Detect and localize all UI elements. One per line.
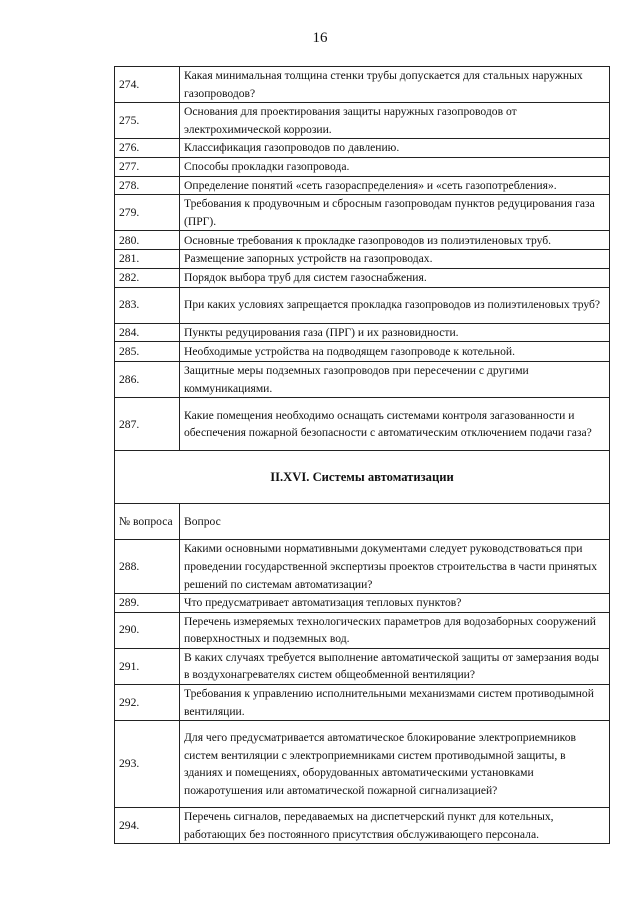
question-text: Требования к управлению исполнительными механизмами систем противодымной вентиляции.: [180, 685, 610, 721]
question-text: Определение понятий «сеть газораспределения» и «сеть газопотребления».: [180, 176, 610, 195]
question-text: Основные требования к прокладке газопроводов из полиэтиленовых труб.: [180, 231, 610, 250]
question-number: 282.: [115, 268, 180, 287]
section-block: [115, 451, 610, 540]
question-row: [115, 323, 610, 342]
question-text: Защитные меры подземных газопроводов при пересечении с другими коммуникациями.: [180, 362, 610, 398]
column-header-row: [115, 504, 610, 540]
question-text: Способы прокладки газопровода.: [180, 157, 610, 176]
question-number: 288.: [115, 540, 180, 594]
question-text: Требования к продувочным и сбросным газопроводам пунктов редуцирования газа (ПРГ).: [180, 195, 610, 231]
question-row: [115, 231, 610, 250]
question-number: 292.: [115, 685, 180, 721]
column-header-number: № вопроса: [115, 504, 180, 540]
question-text: При каких условиях запрещается прокладка газопроводов из полиэтиленовых труб?: [180, 287, 610, 323]
question-row: [115, 67, 610, 103]
question-row: [115, 398, 610, 451]
question-number: 283.: [115, 287, 180, 323]
question-row: [115, 287, 610, 323]
question-number: 276.: [115, 139, 180, 158]
question-number: 280.: [115, 231, 180, 250]
question-number: 277.: [115, 157, 180, 176]
question-row: [115, 250, 610, 269]
questions-table: [114, 66, 610, 844]
question-text: Перечень измеряемых технологических параметров для водозаборных сооружений поверхностных и подземных вод.: [180, 612, 610, 648]
question-text: Порядок выбора труб для систем газоснабжения.: [180, 268, 610, 287]
question-row: [115, 808, 610, 844]
question-text: Размещение запорных устройств на газопроводах.: [180, 250, 610, 269]
question-row: [115, 195, 610, 231]
question-text: Классификация газопроводов по давлению.: [180, 139, 610, 158]
question-row: [115, 268, 610, 287]
question-row: [115, 157, 610, 176]
question-number: 286.: [115, 362, 180, 398]
question-number: 274.: [115, 67, 180, 103]
question-text: Какая минимальная толщина стенки трубы допускается для стальных наружных газопроводов?: [180, 67, 610, 103]
question-number: 279.: [115, 195, 180, 231]
question-number: 285.: [115, 342, 180, 362]
question-number: 275.: [115, 103, 180, 139]
question-row: [115, 721, 610, 808]
question-row: [115, 594, 610, 613]
question-text: Перечень сигналов, передаваемых на диспетчерский пункт для котельных, работающих без постоянного присутствия обслуживающего персонала.: [180, 808, 610, 844]
question-number: 290.: [115, 612, 180, 648]
question-row: [115, 176, 610, 195]
question-text: Основания для проектирования защиты наружных газопроводов от электрохимической коррозии.: [180, 103, 610, 139]
question-row: [115, 648, 610, 684]
question-row: [115, 685, 610, 721]
question-number: 291.: [115, 648, 180, 684]
question-text: Необходимые устройства на подводящем газопроводе к котельной.: [180, 342, 610, 362]
question-text: Что предусматривает автоматизация тепловых пунктов?: [180, 594, 610, 613]
question-text: Какими основными нормативными документами следует руководствоваться при проведении государственной экспертизы проектов строительства в части принятых решений по системам автоматизации?: [180, 540, 610, 594]
question-row: [115, 139, 610, 158]
section-heading: II.XVI. Системы автоматизации: [115, 451, 610, 504]
questions-body-top: [115, 67, 610, 451]
question-number: 293.: [115, 721, 180, 808]
question-row: [115, 540, 610, 594]
question-row: [115, 103, 610, 139]
question-text: Для чего предусматривается автоматическое блокирование электроприемников систем вентиляции с электроприемниками систем противодымной защиты, в зданиях и помещениях, оборудованных автоматическими установками пожаротушения или автоматической пожарной сигнализацией?: [180, 721, 610, 808]
question-number: 284.: [115, 323, 180, 342]
question-number: 287.: [115, 398, 180, 451]
question-number: 281.: [115, 250, 180, 269]
question-text: В каких случаях требуется выполнение автоматической защиты от замерзания воды в воздухонагревателях систем общеобменной вентиляции?: [180, 648, 610, 684]
question-number: 278.: [115, 176, 180, 195]
column-header-question: Вопрос: [180, 504, 610, 540]
question-number: 289.: [115, 594, 180, 613]
question-row: [115, 362, 610, 398]
questions-body-bottom: [115, 540, 610, 844]
question-row: [115, 342, 610, 362]
section-heading-row: [115, 451, 610, 504]
question-text: Какие помещения необходимо оснащать системами контроля загазованности и обеспечения пожарной безопасности с автоматическим отключением подачи газа?: [180, 398, 610, 451]
page-number: 16: [312, 30, 328, 46]
question-row: [115, 612, 610, 648]
question-number: 294.: [115, 808, 180, 844]
question-text: Пункты редуцирования газа (ПРГ) и их разновидности.: [180, 323, 610, 342]
